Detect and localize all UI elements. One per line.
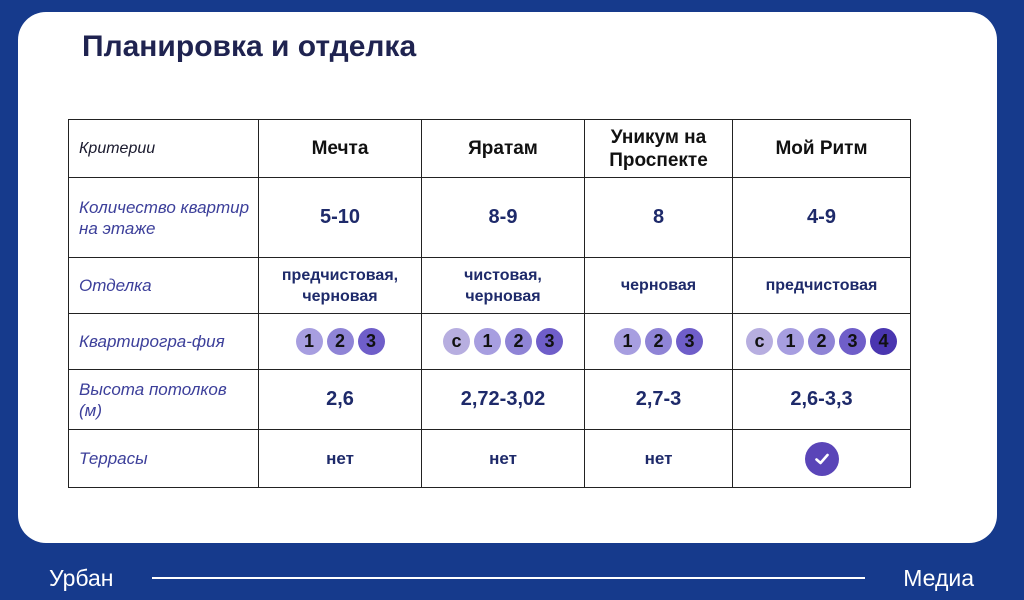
row-label-layouts: Квартирогра-фия — [69, 314, 259, 370]
cell-value — [733, 430, 911, 488]
cell-value: 2,72-3,02 — [422, 370, 585, 430]
page-title: Планировка и отделка — [82, 30, 417, 63]
layout-circle: 1 — [474, 328, 501, 355]
layout-circle: 2 — [808, 328, 835, 355]
cell-value: нет — [585, 430, 733, 488]
cell-value: предчистовая — [733, 258, 911, 314]
check-icon — [805, 442, 839, 476]
row-label-terraces: Террасы — [69, 430, 259, 488]
table-row — [69, 178, 911, 258]
footer-divider — [152, 577, 865, 579]
cell-value: черновая — [585, 258, 733, 314]
comparison-table — [68, 119, 911, 488]
column-header-unikum: Уникум на Проспекте — [585, 120, 733, 178]
cell-layouts — [585, 314, 733, 370]
table-row — [69, 370, 911, 430]
layout-circle: 3 — [676, 328, 703, 355]
layout-circle: 1 — [614, 328, 641, 355]
cell-layouts — [733, 314, 911, 370]
table-row — [69, 430, 911, 488]
layout-circle: 4 — [870, 328, 897, 355]
layout-circles — [428, 328, 578, 355]
layout-circles — [265, 328, 415, 355]
cell-value: нет — [422, 430, 585, 488]
layout-circle: 2 — [327, 328, 354, 355]
layout-circle: 3 — [839, 328, 866, 355]
cell-value: 4-9 — [733, 178, 911, 258]
cell-value: 2,6 — [259, 370, 422, 430]
column-header-mechta: Мечта — [259, 120, 422, 178]
cell-layouts — [422, 314, 585, 370]
cell-value: 8 — [585, 178, 733, 258]
cell-value: 2,7-3 — [585, 370, 733, 430]
layout-circle: 2 — [645, 328, 672, 355]
table-row — [69, 314, 911, 370]
brand-right: Медиа — [903, 565, 974, 591]
row-label-apartments: Количество квартир на этаже — [69, 178, 259, 258]
column-header-moy-ritm: Мой Ритм — [733, 120, 911, 178]
cell-value: нет — [259, 430, 422, 488]
column-header-yaratam: Яратам — [422, 120, 585, 178]
layout-circle: 3 — [358, 328, 385, 355]
layout-circle: 1 — [296, 328, 323, 355]
layout-circle: 2 — [505, 328, 532, 355]
cell-value: 8-9 — [422, 178, 585, 258]
layout-circle: с — [443, 328, 470, 355]
cell-value: предчистовая, черновая — [259, 258, 422, 314]
criteria-header: Критерии — [69, 120, 259, 178]
cell-value: 5-10 — [259, 178, 422, 258]
row-label-finish: Отделка — [69, 258, 259, 314]
layout-circle: 1 — [777, 328, 804, 355]
table-row — [69, 258, 911, 314]
layout-circles — [739, 328, 904, 355]
layout-circle: с — [746, 328, 773, 355]
cell-layouts — [259, 314, 422, 370]
header-row — [69, 120, 911, 178]
layout-circles — [591, 328, 726, 355]
cell-value: 2,6-3,3 — [733, 370, 911, 430]
brand-left: Урбан — [49, 565, 114, 591]
row-label-ceiling: Высота потолков (м) — [69, 370, 259, 430]
cell-value: чистовая, черновая — [422, 258, 585, 314]
layout-circle: 3 — [536, 328, 563, 355]
